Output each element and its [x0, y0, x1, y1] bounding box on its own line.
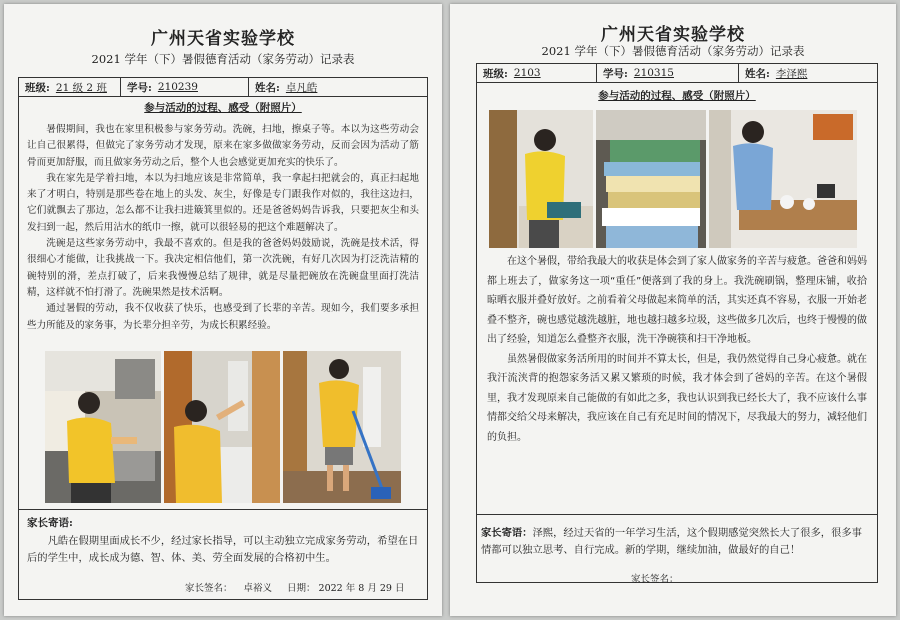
student-info-row: [477, 64, 877, 83]
student-id-cell: [597, 64, 739, 82]
parent-signature: [185, 580, 272, 594]
photo-sweeping: [283, 351, 401, 503]
photo-strip: [489, 110, 859, 248]
parent-comment-text: [481, 525, 871, 559]
photo-strip: [45, 351, 401, 503]
photo-dishwashing: [45, 351, 161, 503]
parent-signature: [631, 571, 679, 585]
student-info-row: [19, 78, 427, 97]
name-label: 姓名:: [255, 81, 280, 94]
sign-date: [287, 580, 404, 594]
record-sheet-left: [4, 4, 442, 616]
parent-comment-text: 凡皓在假期里面成长不少，经过家长指导，可以主动独立完成家务劳动，希望在日后的学生中，成长成为德、智、体、美、劳全面发展的合格初中生。: [27, 535, 419, 564]
student-id-value: 210239: [157, 81, 198, 93]
name-label: 姓名:: [745, 67, 770, 80]
paragraph: 在这个暑假，带给我最大的收获是体会到了家人做家务的辛苦与疲惫。爸爸和妈妈都上班去了，做家务这一项“重任”便落到了我的身上。我洗碗刷锅，整理床铺，收拾晾晒衣服并叠好放好。之前看着父母做起来简单的活，其实还真不容易，衣服一开始老叠不整齐，碗也感觉越洗越脏，地也越扫越多垃圾，这些做多几次后，也终于慢慢的做出了经验，知道怎么叠整齐衣服，洗干净碗筷和扫干净地板。: [487, 256, 867, 345]
class-cell: [19, 78, 121, 96]
student-id-label: 学号:: [127, 81, 152, 94]
signature-label: 家长签名：: [185, 583, 233, 594]
class-label: 班级:: [483, 67, 508, 80]
activity-text: [27, 122, 419, 334]
name-value: 卓凡皓: [285, 81, 318, 94]
photo-dining-table: [709, 110, 857, 248]
photo-folded-stack: [596, 110, 706, 248]
record-form: [18, 77, 428, 600]
name-value: 李泽熙: [775, 67, 808, 80]
form-subtitle: 2021 学年（下）暑假德育活动（家务劳动）记录表: [541, 44, 805, 58]
student-id-cell: [121, 78, 249, 96]
date-label: 日期：: [287, 583, 316, 594]
signature-label: 家长签名：: [631, 574, 679, 585]
record-sheet-right: [450, 4, 896, 616]
student-id-value: 210315: [633, 67, 674, 79]
form-subtitle: 2021 学年（下）暑假德育活动（家务劳动）记录表: [91, 52, 355, 66]
parent-comment-box: [19, 509, 427, 599]
paragraph: 我在家先是学着扫地，本以为扫地应该是非常简单，我一拿起扫把就会的，真正扫起地来了才明白，特别是那些卷在地上的头发、灰尘，好像是专门跟我作对似的，我往这边扫，它们就飘去了那边，怎么都不让我扫进簸箕里似的。还是爸爸妈妈告诉我，只要把灰尘和头发扫到一起，然后用沾水的纸巾一擦，就可以很轻易的把这个难题解决了。: [27, 172, 419, 233]
student-id-label: 学号:: [603, 67, 628, 80]
parent-comment-label: 家长寄语：: [481, 527, 533, 539]
section-title: 参与活动的过程、感受（附照片）: [144, 102, 302, 114]
activity-text: [487, 252, 867, 447]
parent-comment-label: 家长寄语:: [27, 517, 73, 529]
photo-folding-clothes: [489, 110, 593, 248]
class-value: 21 级 2 班: [55, 81, 107, 94]
parent-comment-body: 泽熙，经过天省的一年学习生活，这个假期感觉突然长大了很多，很多事情都可以独立思考、自行完成。新的学期，继续加油，做最好的自己！: [481, 527, 862, 556]
paragraph: 暑假期间，我也在家里积极参与家务劳动。洗碗，扫地，擦桌子等。本以为这些劳动会让自己很累得，但做完了家务劳动才发现，原来在家多做做家务劳动，反而会因为活动了筋骨而更加舒服，而且做家务劳动之后，整个人也会感觉更加充实的快乐了。: [27, 124, 419, 168]
date-value: 2022 年 8 月 29 日: [318, 583, 405, 594]
signature-name: 卓裕义: [243, 583, 273, 594]
class-value: 2103: [513, 67, 541, 79]
name-cell: [249, 78, 427, 96]
parent-comment-box: [477, 514, 877, 585]
section-title: 参与活动的过程、感受（附照片）: [598, 90, 756, 102]
record-form: [476, 63, 878, 583]
class-cell: [477, 64, 597, 82]
school-title: 广州天省实验学校: [601, 25, 745, 45]
photo-wiping-door: [164, 351, 280, 503]
school-title: 广州天省实验学校: [151, 29, 295, 49]
class-label: 班级:: [25, 81, 50, 94]
name-cell: [739, 64, 877, 82]
paragraph: 通过暑假的劳动，我不仅收获了快乐，也感受到了长辈的辛苦。现如今，我们要多承担些力所能及的家务事，为长辈分担辛劳，为成长积累经验。: [27, 303, 419, 331]
paragraph: 洗碗是这些家务劳动中，我最不喜欢的。但是我的爸爸妈妈鼓励说，洗碗是技术活，得很细心才能做，让我挑战一下。我决定相信他们，第一次洗碗，有好几次因为打泛洗洁精的碗特别的滑，差点打破了，后来我慢慢总结了规律，就是尽量把碗放在洗碗盘里面打洗洁精，这样就不怕打滑了。洗碗果然是技术活啊。: [27, 238, 419, 298]
paragraph: 虽然暑假做家务活所用的时间并不算太长，但是，我仍然觉得自己身心疲惫。就在我汗流浃背的抱怨家务活又累又繁琐的时候，我才体会到了爸妈的辛苦。在这个暑假里，我才发现原来自己能做的有如此之多，我也认识到我已经长大了，我不应该什么事情都交给父母来解决，我应该在自己有充足时间的情况下，尽我最大的努力，减轻他们的负担。: [487, 353, 867, 443]
